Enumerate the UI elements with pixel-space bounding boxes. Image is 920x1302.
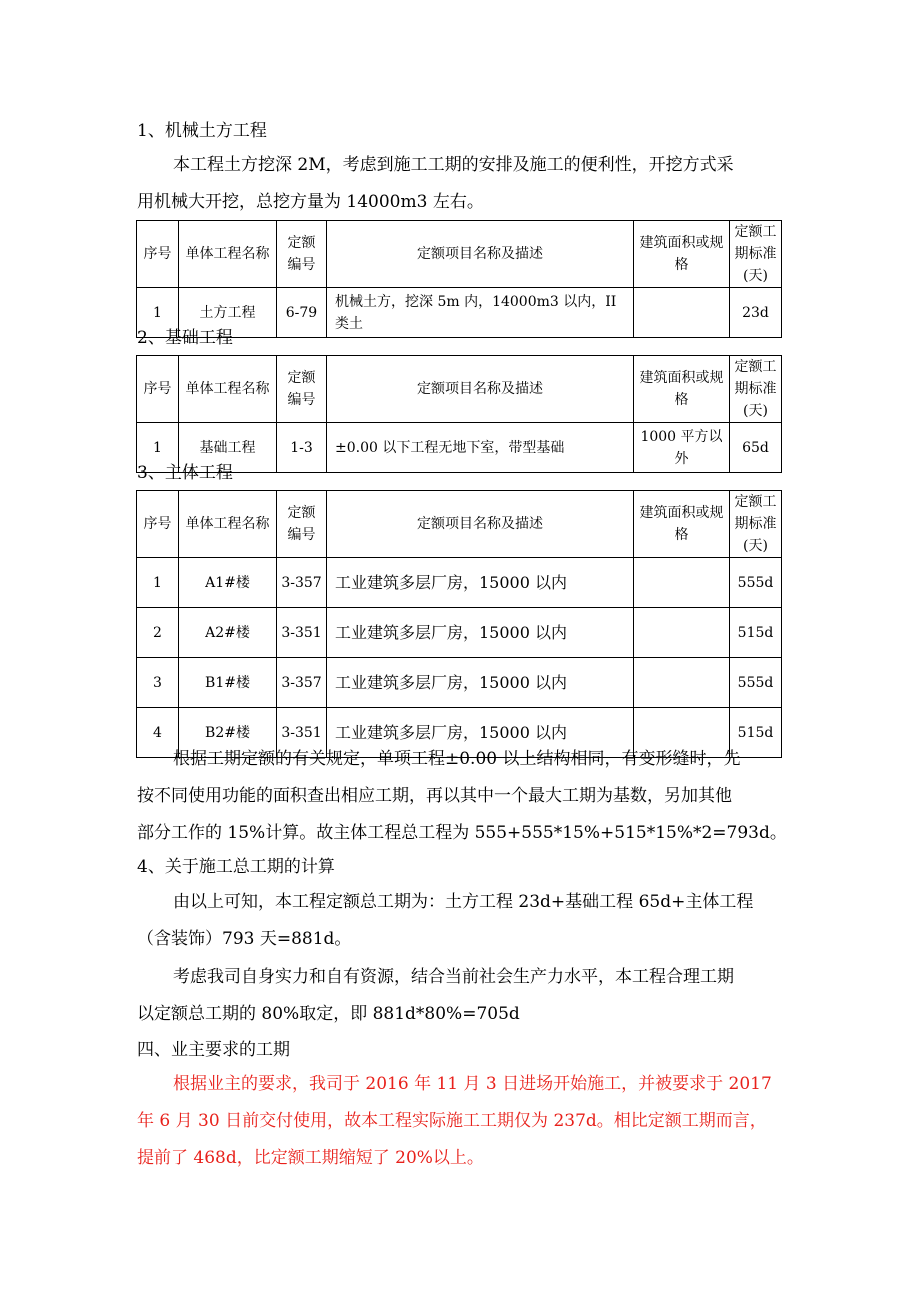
table-cell: 1 <box>137 423 179 473</box>
table-cell: A1#楼 <box>179 558 277 608</box>
paragraph-line: （含装饰）793 天=881d。 <box>137 929 352 949</box>
table-row <box>137 423 782 473</box>
table-cell: 65d <box>730 423 782 473</box>
table-cell <box>634 288 730 338</box>
header-cell: 序号 <box>137 356 179 423</box>
table-cell: 3-357 <box>277 558 327 608</box>
header-cell: 定额工期标准(天) <box>730 356 782 423</box>
table-cell: 工业建筑多层厂房，15000 以内 <box>327 608 634 658</box>
header-cell: 定额编号 <box>277 356 327 423</box>
table-cell: 土方工程 <box>179 288 277 338</box>
table-cell: 基础工程 <box>179 423 277 473</box>
table-cell: 1000 平方以外 <box>634 423 730 473</box>
table-cell: 515d <box>730 608 782 658</box>
table-cell: 4 <box>137 708 179 758</box>
paragraph-line: 本工程土方挖深 2M，考虑到施工工期的安排及施工的便利性，开挖方式采 <box>173 155 734 175</box>
header-cell: 定额工期标准(天) <box>730 491 782 558</box>
table-cell: 3 <box>137 658 179 708</box>
paragraph-line: 用机械大开挖，总挖方量为 14000m3 左右。 <box>137 192 484 212</box>
table-cell: 1 <box>137 288 179 338</box>
table-cell: 工业建筑多层厂房，15000 以内 <box>327 558 634 608</box>
table-header-row <box>137 356 782 423</box>
paragraph-owner-requirement <box>137 1066 777 1177</box>
table-cell: 机械土方，挖深 5m 内，14000m3 以内，II 类土 <box>327 288 634 338</box>
table-header-row <box>137 491 782 558</box>
table-cell <box>634 658 730 708</box>
foundation-table <box>136 355 782 473</box>
paragraph-main-structure <box>137 741 787 852</box>
table-cell: 1-3 <box>277 423 327 473</box>
section-heading-total-duration: 4、关于施工总工期的计算 <box>137 857 335 877</box>
table-cell: 3-351 <box>277 708 327 758</box>
paragraph-line: 提前了 468d，比定额工期缩短了 20%以上。 <box>137 1148 484 1168</box>
table-cell: ±0.00 以下工程无地下室，带型基础 <box>327 423 634 473</box>
header-cell: 定额项目名称及描述 <box>327 491 634 558</box>
table-cell: A2#楼 <box>179 608 277 658</box>
table-cell: 工业建筑多层厂房，15000 以内 <box>327 658 634 708</box>
header-cell: 定额工期标准(天) <box>730 221 782 288</box>
table-cell <box>634 608 730 658</box>
header-cell: 建筑面积或规格 <box>634 356 730 423</box>
header-cell: 建筑面积或规格 <box>634 491 730 558</box>
header-cell: 序号 <box>137 491 179 558</box>
table-row <box>137 558 782 608</box>
table-row <box>137 288 782 338</box>
header-cell: 单体工程名称 <box>179 491 277 558</box>
section-heading-earthwork: 1、机械土方工程 <box>137 121 267 141</box>
paragraph-reasonable-duration <box>137 959 777 1033</box>
paragraph-earthwork <box>137 147 777 221</box>
paragraph-line: 按不同使用功能的面积查出相应工期，再以其中一个最大工期为基数，另加其他 <box>137 786 732 806</box>
table-cell: B2#楼 <box>179 708 277 758</box>
section-heading-main-structure: 3、主体工程 <box>137 463 233 483</box>
paragraph-line: 考虑我司自身实力和自有资源，结合当前社会生产力水平，本工程合理工期 <box>173 967 734 987</box>
table-cell: 工业建筑多层厂房，15000 以内 <box>327 708 634 758</box>
table-row <box>137 608 782 658</box>
table-cell: 23d <box>730 288 782 338</box>
table-cell: B1#楼 <box>179 658 277 708</box>
header-cell: 建筑面积或规格 <box>634 221 730 288</box>
table-cell: 555d <box>730 658 782 708</box>
header-cell: 单体工程名称 <box>179 221 277 288</box>
header-cell: 序号 <box>137 221 179 288</box>
paragraph-line: 部分工作的 15%计算。故主体工程总工程为 555+555*15%+515*15%*2=793d。 <box>137 823 787 843</box>
header-cell: 单体工程名称 <box>179 356 277 423</box>
header-cell: 定额编号 <box>277 221 327 288</box>
header-cell: 定额项目名称及描述 <box>327 356 634 423</box>
table-cell: 1 <box>137 558 179 608</box>
earthwork-table <box>136 220 782 338</box>
table-header-row <box>137 221 782 288</box>
section-heading-foundation: 2、基础工程 <box>137 328 233 348</box>
paragraph-total-duration <box>137 884 777 958</box>
paragraph-line: 根据业主的要求，我司于 2016 年 11 月 3 日进场开始施工，并被要求于 2017 <box>173 1074 772 1094</box>
paragraph-line: 以定额总工期的 80%取定，即 881d*80%=705d <box>137 1004 520 1024</box>
table-cell: 3-351 <box>277 608 327 658</box>
table-cell: 555d <box>730 558 782 608</box>
table-cell: 515d <box>730 708 782 758</box>
paragraph-line: 由以上可知，本工程定额总工期为：土方工程 23d+基础工程 65d+主体工程 <box>173 892 754 912</box>
table-cell <box>634 558 730 608</box>
paragraph-line: 根据工期定额的有关规定，单项工程±0.00 以上结构相同，有变形缝时，先 <box>173 749 741 769</box>
header-cell: 定额编号 <box>277 491 327 558</box>
table-cell: 3-357 <box>277 658 327 708</box>
paragraph-line: 年 6 月 30 日前交付使用，故本工程实际施工工期仅为 237d。相比定额工期而言， <box>137 1111 767 1131</box>
main-structure-table <box>136 490 782 758</box>
section-heading-owner-requirement: 四、业主要求的工期 <box>137 1040 290 1060</box>
table-row <box>137 658 782 708</box>
header-cell: 定额项目名称及描述 <box>327 221 634 288</box>
table-cell: 2 <box>137 608 179 658</box>
table-cell: 6-79 <box>277 288 327 338</box>
